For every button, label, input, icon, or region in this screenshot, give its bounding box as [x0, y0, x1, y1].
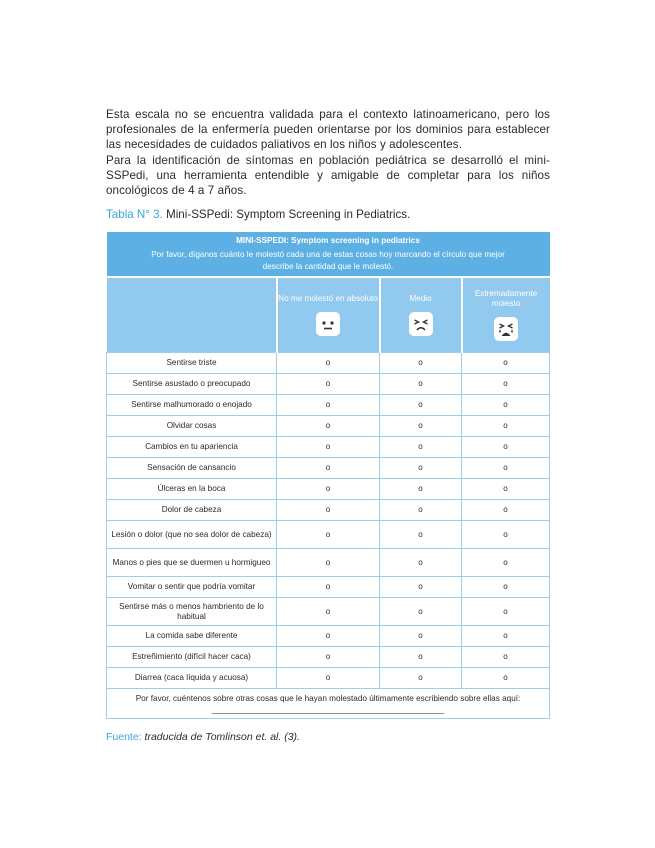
worried-face-icon: [409, 312, 433, 336]
option-circle-extreme[interactable]: o: [462, 458, 550, 479]
column-header-none: [277, 277, 380, 353]
table-row: [107, 374, 550, 395]
symptom-label: La comida sabe diferente: [107, 626, 277, 647]
option-circle-none[interactable]: o: [277, 626, 380, 647]
option-circle-medium[interactable]: o: [380, 626, 462, 647]
table-row: [107, 521, 550, 549]
option-circle-extreme[interactable]: o: [462, 598, 550, 626]
symptom-label: Sentirse asustado o preocupado: [107, 374, 277, 395]
option-circle-extreme[interactable]: o: [462, 437, 550, 458]
symptom-label: Cambios en tu apariencia: [107, 437, 277, 458]
table-row: [107, 479, 550, 500]
symptom-rows: [107, 353, 550, 689]
option-circle-extreme[interactable]: o: [462, 668, 550, 689]
option-circle-medium[interactable]: o: [380, 598, 462, 626]
option-circle-none[interactable]: o: [277, 437, 380, 458]
column-label-extreme: Extremadamente molesto: [474, 289, 538, 308]
source-label: Fuente:: [106, 731, 142, 743]
table-row: [107, 668, 550, 689]
symptom-label: Manos o pies que se duermen u hormigueo: [107, 549, 277, 577]
option-circle-none[interactable]: o: [277, 353, 380, 374]
option-circle-medium[interactable]: o: [380, 521, 462, 549]
option-circle-none[interactable]: o: [277, 374, 380, 395]
option-circle-none[interactable]: o: [277, 549, 380, 577]
symptom-label: Diarrea (caca líquida y acuosa): [107, 668, 277, 689]
table-row: [107, 549, 550, 577]
symptom-table: [106, 232, 550, 719]
table-row: [107, 647, 550, 668]
option-circle-none[interactable]: o: [277, 521, 380, 549]
table-caption: [106, 208, 410, 221]
option-circle-extreme[interactable]: o: [462, 577, 550, 598]
option-circle-none[interactable]: o: [277, 647, 380, 668]
option-circle-none[interactable]: o: [277, 416, 380, 437]
source-note: [106, 731, 300, 743]
option-circle-extreme[interactable]: o: [462, 374, 550, 395]
symptom-label: Dolor de cabeza: [107, 500, 277, 521]
option-circle-medium[interactable]: o: [380, 549, 462, 577]
table-row: [107, 598, 550, 626]
neutral-face-icon: [316, 312, 340, 336]
table-row: [107, 395, 550, 416]
symptom-label: Sensación de cansancio: [107, 458, 277, 479]
symptom-label: Sentirse triste: [107, 353, 277, 374]
other-symptoms-prompt: Por favor, cuéntenos sobre otras cosas que le hayan molestado últimamente escribiendo sobre ellas aquí: ___________________________________________________: [107, 689, 550, 719]
option-circle-medium[interactable]: o: [380, 500, 462, 521]
table-row: [107, 437, 550, 458]
table-instruction: Por favor, díganos cuánto le molestó cada una de estas cosas hoy marcando el círculo que mejor describe la cantidad que le molestó.: [151, 250, 505, 271]
option-circle-medium[interactable]: o: [380, 374, 462, 395]
option-circle-medium[interactable]: o: [380, 668, 462, 689]
option-circle-medium[interactable]: o: [380, 353, 462, 374]
table-caption-title: Mini-SSPedi: Symptom Screening in Pediatrics.: [166, 208, 411, 221]
option-circle-medium[interactable]: o: [380, 395, 462, 416]
option-circle-extreme[interactable]: o: [462, 647, 550, 668]
option-circle-none[interactable]: o: [277, 458, 380, 479]
option-circle-medium[interactable]: o: [380, 577, 462, 598]
symptom-label: Lesión o dolor (que no sea dolor de cabeza): [107, 521, 277, 549]
option-circle-medium[interactable]: o: [380, 437, 462, 458]
intro-paragraph-2: Para la identificación de síntomas en población pediátrica se desarrolló el mini-SSPedi, una herramienta entendible y amigable de completar para los niños oncológicos de 4 a 7 años.: [106, 154, 550, 197]
symptom-label: Sentirse malhumorado o enojado: [107, 395, 277, 416]
column-label-none: No me molestó en absoluto: [278, 294, 378, 303]
option-circle-none[interactable]: o: [277, 500, 380, 521]
intro-paragraph-1: Esta escala no se encuentra validada para el contexto latinoamericano, pero los profesionales de la enfermería pueden orientarse por los dominios para establecer las necesidades de cuidados paliativos en los niños y adolescentes.: [106, 108, 550, 151]
option-circle-medium[interactable]: o: [380, 416, 462, 437]
table-title: MINI-SSPEDI: Symptom screening in pediatrics: [236, 236, 420, 245]
option-circle-extreme[interactable]: o: [462, 521, 550, 549]
symptom-column-header: [107, 277, 277, 353]
table-header: [107, 232, 550, 277]
table-row: [107, 416, 550, 437]
symptom-label: Estreñimiento (difícil hacer caca): [107, 647, 277, 668]
option-circle-extreme[interactable]: o: [462, 353, 550, 374]
column-header-extreme: [462, 277, 550, 353]
option-circle-medium[interactable]: o: [380, 479, 462, 500]
option-circle-extreme[interactable]: o: [462, 626, 550, 647]
option-circle-extreme[interactable]: o: [462, 395, 550, 416]
table-row: [107, 626, 550, 647]
symptom-label: Olvidar cosas: [107, 416, 277, 437]
column-label-medium: Medio: [409, 294, 432, 303]
option-circle-extreme[interactable]: o: [462, 416, 550, 437]
option-circle-medium[interactable]: o: [380, 458, 462, 479]
table-caption-number: Tabla N° 3.: [106, 208, 163, 221]
table-row: [107, 458, 550, 479]
source-text: traducida de Tomlinson et. al. (3).: [144, 731, 300, 743]
crying-face-icon: [494, 317, 518, 341]
option-circle-none[interactable]: o: [277, 479, 380, 500]
option-circle-none[interactable]: o: [277, 395, 380, 416]
table-row: [107, 353, 550, 374]
symptom-label: Úlceras en la boca: [107, 479, 277, 500]
option-circle-extreme[interactable]: o: [462, 479, 550, 500]
option-circle-extreme[interactable]: o: [462, 500, 550, 521]
column-header-medium: [380, 277, 462, 353]
option-circle-extreme[interactable]: o: [462, 549, 550, 577]
option-circle-none[interactable]: o: [277, 598, 380, 626]
option-circle-none[interactable]: o: [277, 577, 380, 598]
symptom-label: Sentirse más o menos hambriento de lo habitual: [107, 598, 277, 626]
table-row: [107, 577, 550, 598]
symptom-label: Vomitar o sentir que podría vomitar: [107, 577, 277, 598]
option-circle-none[interactable]: o: [277, 668, 380, 689]
option-circle-medium[interactable]: o: [380, 647, 462, 668]
table-row: [107, 500, 550, 521]
